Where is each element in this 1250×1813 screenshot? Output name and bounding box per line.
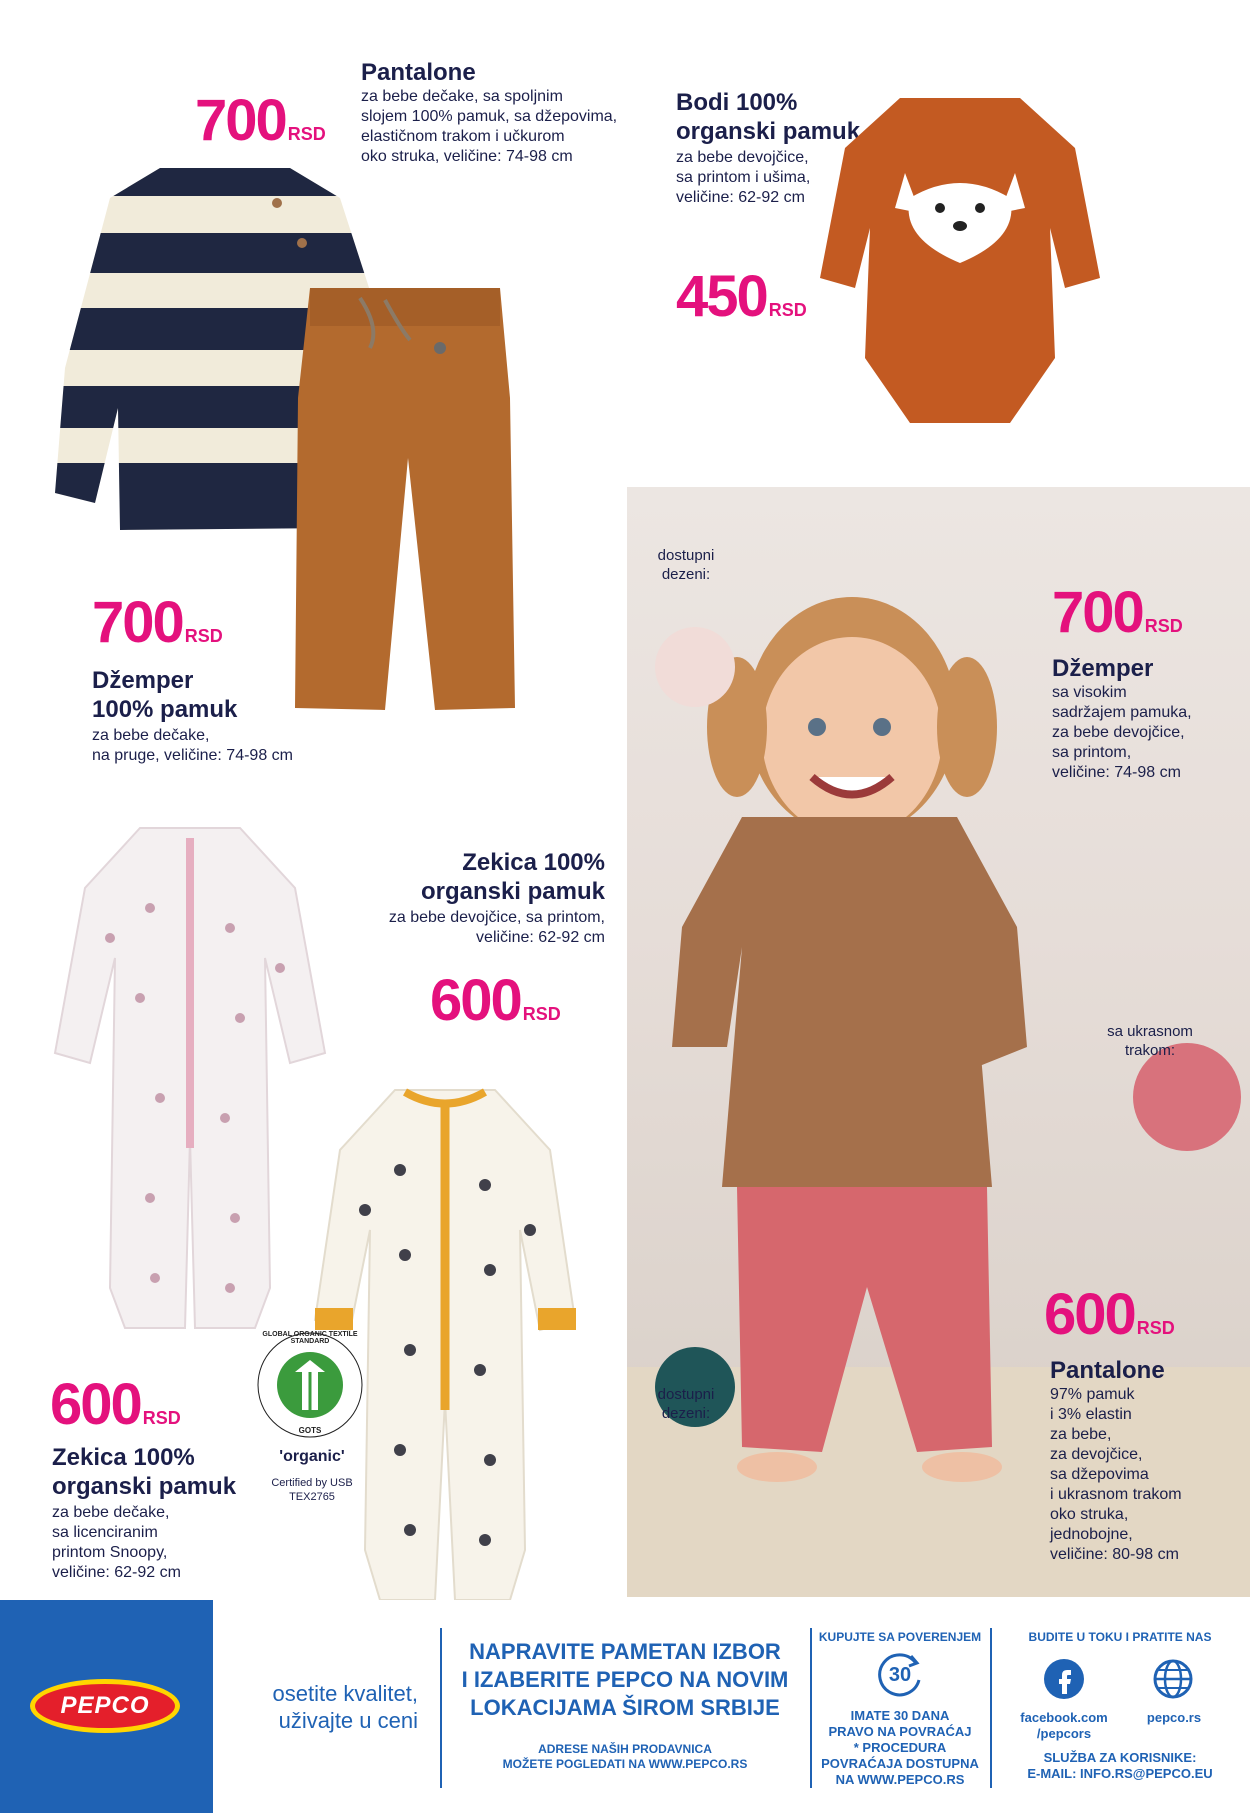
footer-slogan: osetite kvalitet, uživajte u ceni: [272, 1681, 418, 1733]
product-desc-line: veličine: 62-92 cm: [476, 929, 605, 946]
product-desc-line: oko struka, veličine: 74-98 cm: [361, 148, 573, 165]
footer-divider: [990, 1628, 992, 1788]
gots-organic: 'organic': [279, 1448, 345, 1465]
product-title: organski pamuk: [676, 118, 861, 145]
product-desc-line: za bebe,: [1050, 1426, 1112, 1443]
footer-stores: ADRESE NAŠIH PRODAVNICA MOŽETE POGLEDATI NA WWW.PEPCO.RS: [502, 1742, 748, 1771]
product-sweater-boys: [92, 666, 392, 766]
product-desc-line: veličine: 74-98 cm: [1052, 764, 1181, 781]
website-link[interactable]: pepco.rs: [1146, 1710, 1202, 1725]
footer-logo-panel: [0, 1600, 213, 1813]
product-desc-line: 97% pamuk: [1050, 1386, 1135, 1403]
product-desc-line: za devojčice,: [1050, 1446, 1143, 1463]
product-desc-line: veličine: 62-92 cm: [676, 189, 805, 206]
product-desc-line: printom Snoopy,: [52, 1544, 168, 1561]
product-title: Pantalone: [1050, 1357, 1165, 1384]
pepco-logo[interactable]: [30, 1679, 180, 1733]
product-title: organski pamuk: [420, 878, 605, 905]
patterns-label-top: dostupni dezeni:: [657, 547, 715, 583]
product-desc-line: za bebe dečake,: [52, 1504, 170, 1521]
product-title: Pantalone: [361, 59, 476, 86]
footer-headline: NAPRAVITE PAMETAN IZBOR I IZABERITE PEPCO NA NOVIM LOKACIJAMA ŠIROM SRBIJE: [461, 1639, 789, 1720]
floral-sleepsuit-image: [50, 818, 330, 1338]
product-desc-line: sadržajem pamuka,: [1052, 704, 1192, 721]
price-pants-boys: 700 RSD: [195, 88, 326, 153]
gots-ring-text: GLOBAL ORGANIC TEXTILE STANDARD: [262, 1331, 358, 1345]
product-sweater-girls: [1052, 654, 1242, 783]
product-desc-line: sa visokim: [1052, 684, 1127, 701]
brown-pants-image: [290, 278, 520, 720]
customer-service: SLUŽBA ZA KORISNIKE: E-MAIL: INFO.RS@PEPCO.EU: [1027, 1750, 1213, 1781]
product-desc-line: na pruge, veličine: 74-98 cm: [92, 747, 293, 764]
product-desc-line: oko struka,: [1050, 1506, 1129, 1523]
product-desc-line: i 3% elastin: [1050, 1406, 1132, 1423]
product-desc-line: sa printom,: [1052, 744, 1132, 761]
product-sleepsuit-girls: [300, 848, 605, 948]
product-desc-line: veličine: 80-98 cm: [1050, 1546, 1179, 1563]
facebook-icon[interactable]: [1043, 1658, 1085, 1700]
footer-return-text: IMATE 30 DANA PRAVO NA POVRAĆAJ * PROCEDURA POVRAĆAJA DOSTUPNA NA WWW.PEPCO.RS: [821, 1708, 979, 1787]
product-title: 100% pamuk: [92, 696, 238, 723]
footer-trust-title: KUPUJTE SA POVERENJEM: [818, 1630, 982, 1644]
product-desc-line: sa licenciranim: [52, 1524, 158, 1541]
product-pants-girls: [1050, 1356, 1240, 1565]
product-desc-line: jednobojne,: [1050, 1526, 1133, 1543]
price-bodysuit: 450 RSD: [676, 264, 807, 329]
footer-social-title: BUDITE U TOKU I PRATITE NAS: [1028, 1630, 1212, 1644]
return-days: 30: [888, 1664, 912, 1686]
product-sleepsuit-boys: [52, 1443, 302, 1583]
product-desc-line: sa printom i ušima,: [676, 169, 811, 186]
product-pants-boys: [361, 58, 661, 167]
product-desc-line: sa džepovima: [1050, 1466, 1149, 1483]
trim-label: sa ukrasnom trakom:: [1107, 1023, 1193, 1059]
price-pants-girls: 600 RSD: [1044, 1282, 1175, 1347]
product-title: Zekica 100%: [462, 849, 605, 876]
product-title: Džemper: [92, 667, 194, 694]
patterns-label-bottom: dostupni dezeni:: [657, 1386, 715, 1422]
gots-logo-icon: [255, 1330, 365, 1440]
product-desc-line: za bebe devojčice, sa printom,: [388, 909, 605, 926]
product-desc-line: za bebe devojčice,: [1052, 724, 1185, 741]
product-title: Zekica 100%: [52, 1444, 195, 1471]
price-sleepsuit-boys: 600 RSD: [50, 1372, 181, 1437]
product-desc-line: za bebe dečake, sa spoljnim: [361, 88, 563, 105]
product-title: organski pamuk: [52, 1473, 237, 1500]
product-desc-line: za bebe devojčice,: [676, 149, 809, 166]
gots-small-text: GOTS: [298, 1426, 322, 1435]
price-sweater-boys: 700 RSD: [92, 590, 223, 655]
price-sleepsuit-girls: 600 RSD: [430, 968, 561, 1033]
globe-icon[interactable]: [1152, 1658, 1194, 1700]
price-sweater-girls: 700 RSD: [1052, 580, 1183, 645]
facebook-link[interactable]: facebook.com /pepcors: [1020, 1710, 1108, 1741]
product-desc-line: elastičnom trakom i učkurom: [361, 128, 565, 145]
footer-divider: [810, 1628, 812, 1788]
fox-bodysuit-image: [810, 88, 1110, 443]
product-title: Bodi 100%: [676, 89, 798, 116]
pepco-logo-text: PEPCO: [60, 1692, 150, 1719]
product-desc-line: za bebe dečake,: [92, 727, 210, 744]
product-desc-line: i ukrasnom trakom: [1050, 1486, 1182, 1503]
product-title: Džemper: [1052, 655, 1154, 682]
product-desc-line: slojem 100% pamuk, sa džepovima,: [361, 108, 618, 125]
product-desc-line: veličine: 62-92 cm: [52, 1564, 181, 1581]
gots-certified: Certified by USB TEX2765: [271, 1477, 353, 1503]
footer: [0, 1600, 1250, 1813]
